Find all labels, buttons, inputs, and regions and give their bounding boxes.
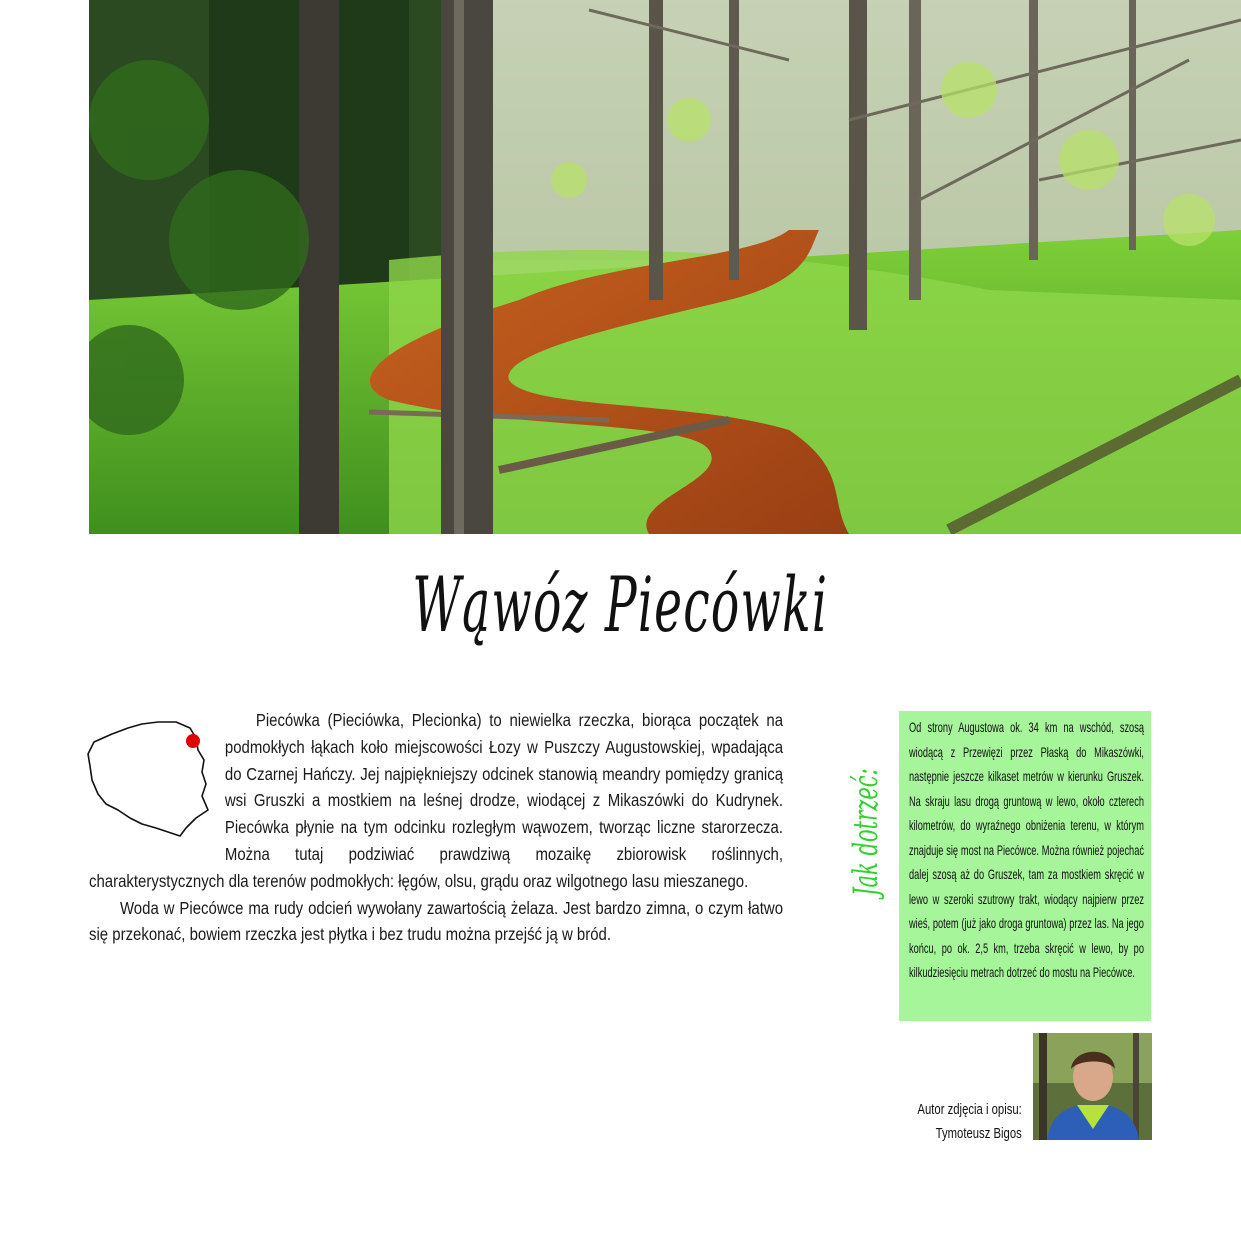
paragraph-1: Piecówka (Pieciówka, Plecionka) to niewielka rzeczka, biorąca początek na podmokłych łąkach koło miejscowości Łozy w Puszczy Augustowskiej, wpadająca do Czarnej Hańczy. Jej najpiękniejszy odcinek stanowią meandry pomiędzy granicą wsi Gruszki a mostkiem na leśnej drodze, wiodącej z Mikaszówki do Kudrynek. Piecówka płynie na tym odcinku rozległym wąwozem, tworząc liczne starorzecza. Można tutaj podziwiać prawdziwą mozaikę zbiorowisk roślinnych, charakterystycznych dla terenów podmokłych: łęgów, olsu, grądu oraz wilgotnego lasu mieszanego.	[89, 710, 784, 891]
forest-ravine-photo	[89, 0, 1241, 534]
article-body	[89, 707, 783, 948]
directions-text: Od strony Augustowa ok. 34 km na wschód, szosą wiodącą z Przewięzi przez Płaską do Mikaszówki, następnie jeszcze kilkaset metrów w kierunku Gruszek. Na skraju lasu drogą gruntową w lewo, około czterech kilometrów, do wyraźnego obniżenia terenu, w którym znajduje się most na Piecówce. Można również pojechać dalej szosą aż do Gruszek, tam za mostkiem skręcić w lewo w szeroki szutrowy trakt, wiodący najpierw przez wieś, potem (już jako droga gruntowa) przez las. Na jego końcu, po ok. 2,5 km, trzeba skręcić w lewo, by po kilkudziesięciu metrach dotrzeć do mostu na Piecówce.	[909, 719, 1144, 980]
directions-heading-text: Jak dotrzeć:	[846, 768, 886, 896]
paragraph-2: Woda w Piecówce ma rudy odcień wywołany zawartością żelaza. Jest bardzo zimna, o czym łatwo się przekonać, bowiem rzeczka jest płytka i bez trudu można przejść ją w bród.	[89, 897, 784, 945]
author-label: Autor zdjęcia i opisu:	[917, 1102, 1022, 1118]
author-credit	[918, 1098, 1022, 1146]
author-photo	[1033, 1033, 1152, 1140]
directions-box	[899, 711, 1151, 1021]
page-title: Wąwóz Piecówki	[412, 560, 829, 649]
directions-heading	[834, 720, 884, 900]
author-name: Tymoteusz Bigos	[935, 1126, 1022, 1142]
map-spacer	[89, 707, 225, 867]
